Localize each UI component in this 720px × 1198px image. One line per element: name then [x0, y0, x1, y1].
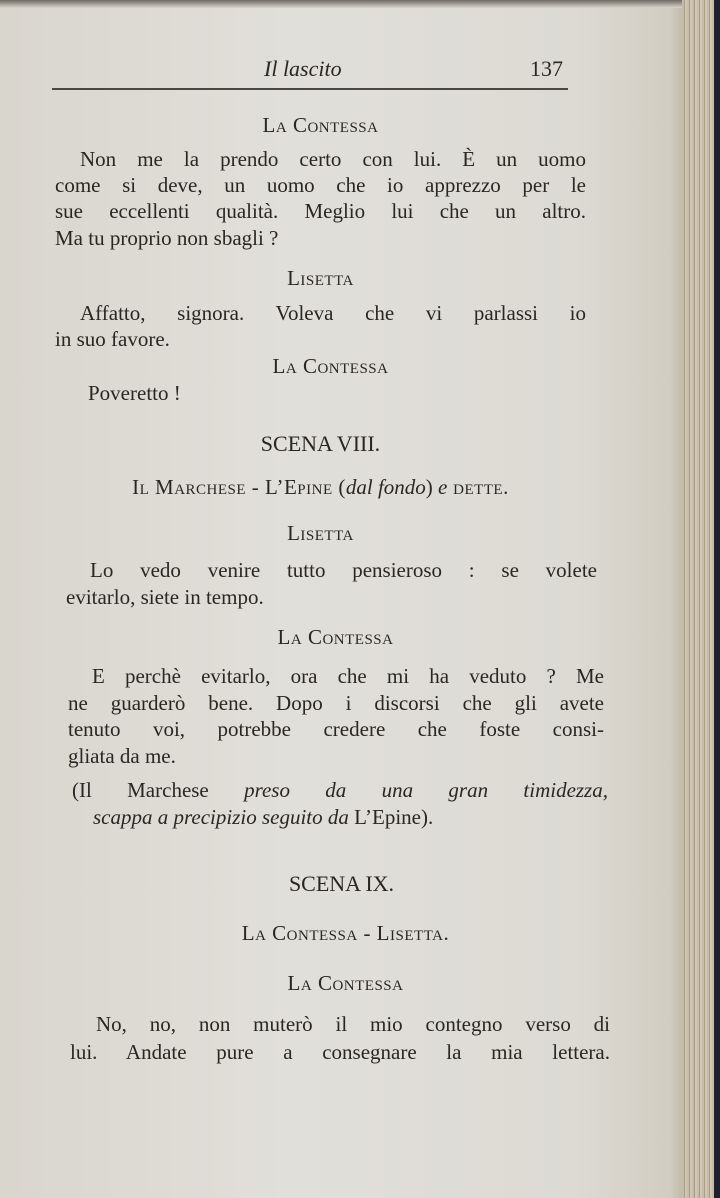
text-line: No, no, non muterò il mio contegno verso di — [96, 1012, 610, 1036]
page-top-shadow — [0, 0, 720, 8]
book-cover-edge — [714, 0, 720, 1198]
header-rule — [52, 88, 568, 90]
speaker-label: Lisetta — [287, 266, 354, 290]
text-line: sue eccellenti qualità. Meglio lui che un altro. — [55, 199, 586, 223]
speaker-label: Lisetta — [287, 521, 354, 545]
text-line: Non me la prendo certo con lui. È un uomo — [80, 147, 586, 171]
text-line: Affatto, signora. Voleva che vi parlassi io — [80, 301, 586, 325]
text-line: Ma tu proprio non sbagli ? — [55, 226, 279, 250]
running-title: Il lascito — [264, 56, 342, 81]
scene-cast: Il Marchese - L’Epine (dal fondo) e dette. — [132, 475, 509, 499]
scene-title: SCENA VIII. — [260, 431, 381, 456]
speaker-label: La Contessa — [277, 625, 394, 649]
scene-cast: La Contessa - Lisetta. — [241, 921, 450, 945]
text-line: E perchè evitarlo, ora che mi ha veduto ? Me — [92, 664, 604, 688]
text-line: in suo favore. — [55, 327, 170, 351]
text-line: gliata da me. — [68, 744, 176, 768]
text-line: come si deve, un uomo che io apprezzo per le — [55, 173, 586, 197]
speaker-label: La Contessa — [272, 354, 389, 378]
stage-direction: (Il Marchese preso da una gran timidezza, — [72, 778, 608, 802]
page-number: 137 — [530, 56, 563, 81]
text-line: evitarlo, siete in tempo. — [66, 585, 264, 609]
text-line: Lo vedo venire tutto pensieroso : se volete — [90, 558, 597, 582]
speaker-label: La Contessa — [262, 113, 379, 137]
scene-title: SCENA IX. — [288, 871, 395, 896]
text-line: tenuto voi, potrebbe credere che foste consi- — [68, 717, 604, 741]
text-line: Poveretto ! — [88, 381, 181, 405]
text-line: ne guarderò bene. Dopo i discorsi che gli avete — [68, 691, 604, 715]
speaker-label: La Contessa — [287, 971, 404, 995]
text-line: lui. Andate pure a consegnare la mia lettera. — [70, 1040, 610, 1064]
stage-direction: scappa a precipizio seguito da L’Epine). — [93, 805, 434, 829]
